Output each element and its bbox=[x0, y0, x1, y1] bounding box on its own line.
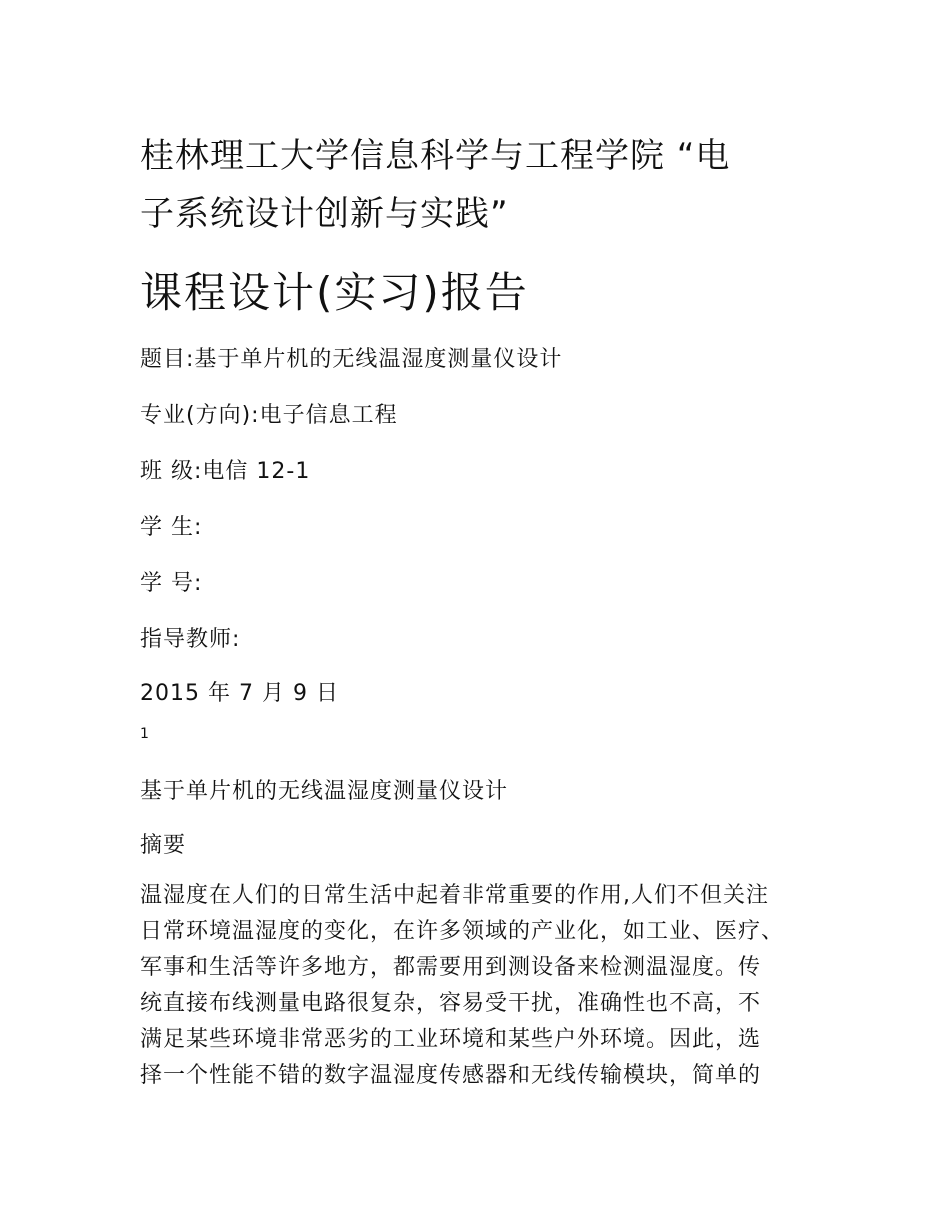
abstract-line: 满足某些环境非常恶劣的工业环境和某些户外环境。因此，选 bbox=[140, 1027, 762, 1052]
document-title: 基于单片机的无线温湿度测量仪设计 bbox=[140, 779, 509, 804]
class-field: 班 级:电信 12-1 bbox=[140, 459, 311, 484]
student-field: 学 生: bbox=[140, 515, 203, 540]
advisor-field: 指导教师: bbox=[140, 627, 241, 652]
topic-field: 题目:基于单片机的无线温湿度测量仪设计 bbox=[140, 347, 563, 372]
student-id-field: 学 号: bbox=[140, 571, 203, 596]
abstract-line: 军事和生活等许多地方，都需要用到测设备来检测温湿度。传 bbox=[140, 955, 762, 980]
abstract-line: 择一个性能不错的数字温湿度传感器和无线传输模块，简单的 bbox=[140, 1063, 762, 1088]
abstract-line: 统直接布线测量电路很复杂，容易受干扰，准确性也不高，不 bbox=[140, 991, 762, 1016]
major-field: 专业(方向):电子信息工程 bbox=[140, 403, 398, 428]
cover-title-line-1: 桂林理工大学信息科学与工程学院 “电 bbox=[140, 136, 731, 176]
page-number: 1 bbox=[140, 726, 149, 742]
abstract-line: 日常环境温湿度的变化，在许多领域的产业化，如工业、医疗、 bbox=[140, 919, 785, 944]
report-heading: 课程设计(实习)报告 bbox=[140, 268, 529, 317]
cover-title-line-2: 子系统设计创新与实践” bbox=[140, 194, 509, 234]
date-field: 2015 年 7 月 9 日 bbox=[140, 681, 339, 706]
abstract-line: 温湿度在人们的日常生活中起着非常重要的作用,人们不但关注 bbox=[140, 883, 769, 908]
abstract-text bbox=[140, 878, 810, 1094]
abstract-heading: 摘要 bbox=[140, 833, 187, 858]
